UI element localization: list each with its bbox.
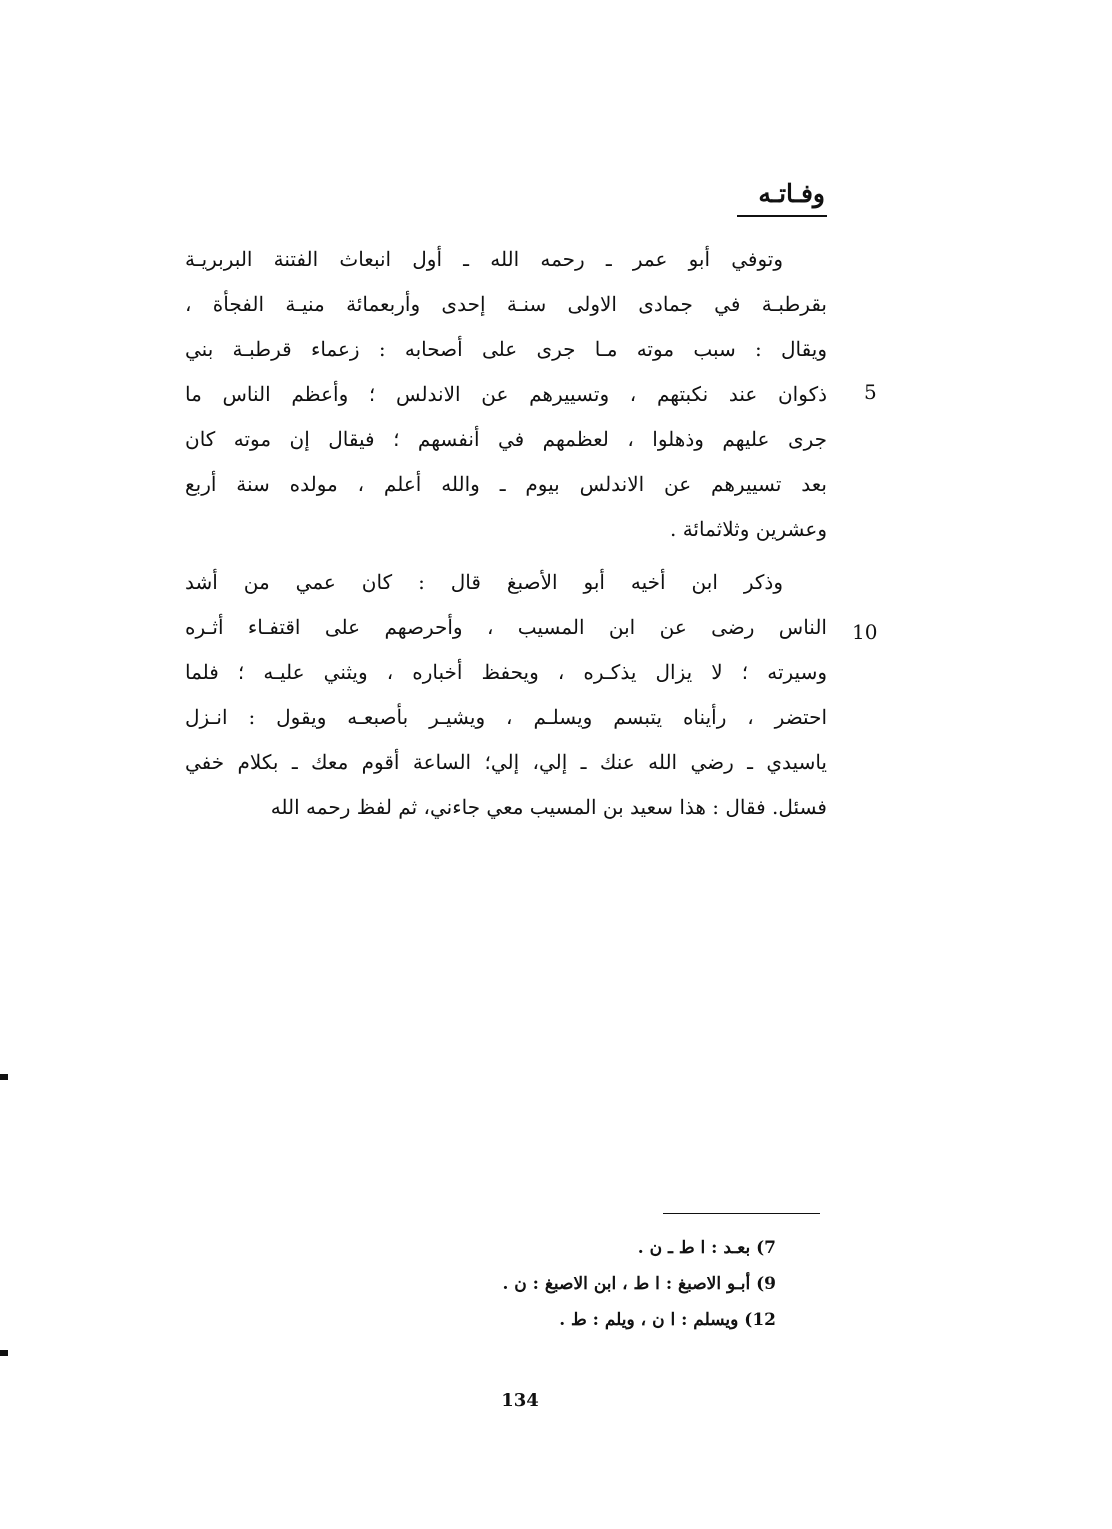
scan-margin-mark [0,1074,8,1080]
text-line: وسيرته ؛ لا يزال يذكـره ، ويحفظ أخباره ، ويثني عليـه ؛ فلما [185,660,827,684]
footnote: 12) ويسلم : ا ن ، ويلم : ط . [559,1310,776,1330]
text-line: وتوفي أبو عمر ـ رحمه الله ـ أول انبعاث الفتنة البربريـة [185,247,783,271]
text-line: وعشرين وثلاثمائة . [669,517,827,541]
text-line: وذكر ابن أخيه أبو الأصبغ قال : كان عمي من أشد [185,570,783,594]
text-line: بقرطبـة في جمادى الاولى سنـة إحدى وأربعمائة منيـة الفجأة ، [185,292,827,316]
text-line: احتضر ، رأيناه يتبسم ويسلـم ، ويشيـر بأصبعـه ويقول : انـزل [185,705,827,729]
text-line: جرى عليهم وذهلوا ، لعظمهم في أنفسهم ؛ فيقال إن موته كان [185,427,827,451]
text-line: ويقال : سبب موته مـا جرى على أصحابه : زعماء قرطبـة بني [185,337,827,361]
footnotes [356,1230,776,1338]
line-number-10: 10 [852,620,878,644]
footnote: 7) بعـد : ا ط ـ ن . [637,1238,776,1258]
line-number-5: 5 [864,380,877,404]
footnote-separator [663,1213,820,1214]
text-line: فسئل. فقال : هذا سعيد بن المسيب معي جاءني، ثم لفظ رحمه الله [270,795,827,819]
page-number: 134 [501,1390,539,1411]
paragraph-death [185,237,827,552]
footnote: 9) أبـو الاصبغ : ا ط ، ابن الاصبغ : ن . [502,1274,776,1294]
text-line: ذكوان عند نكبتهم ، وتسييرهم عن الاندلس ؛ وأعظم الناس ما [185,382,827,406]
heading-underline [737,215,827,217]
paragraph-nephew-account [185,560,827,830]
text-line: بعد تسييرهم عن الاندلس بيوم ـ والله أعلم ، مولده سنة أربع [185,472,827,496]
section-heading: وفـاتـه [758,179,825,208]
text-line: ياسيدي ـ رضي الله عنك ـ إلي، إلي؛ الساعة أقوم معك ـ بكلام خفي [185,750,827,774]
text-line: الناس رضى عن ابن المسيب ، وأحرصهم على اقتفـاء أثـره [185,615,827,639]
scan-margin-mark [0,1350,8,1356]
